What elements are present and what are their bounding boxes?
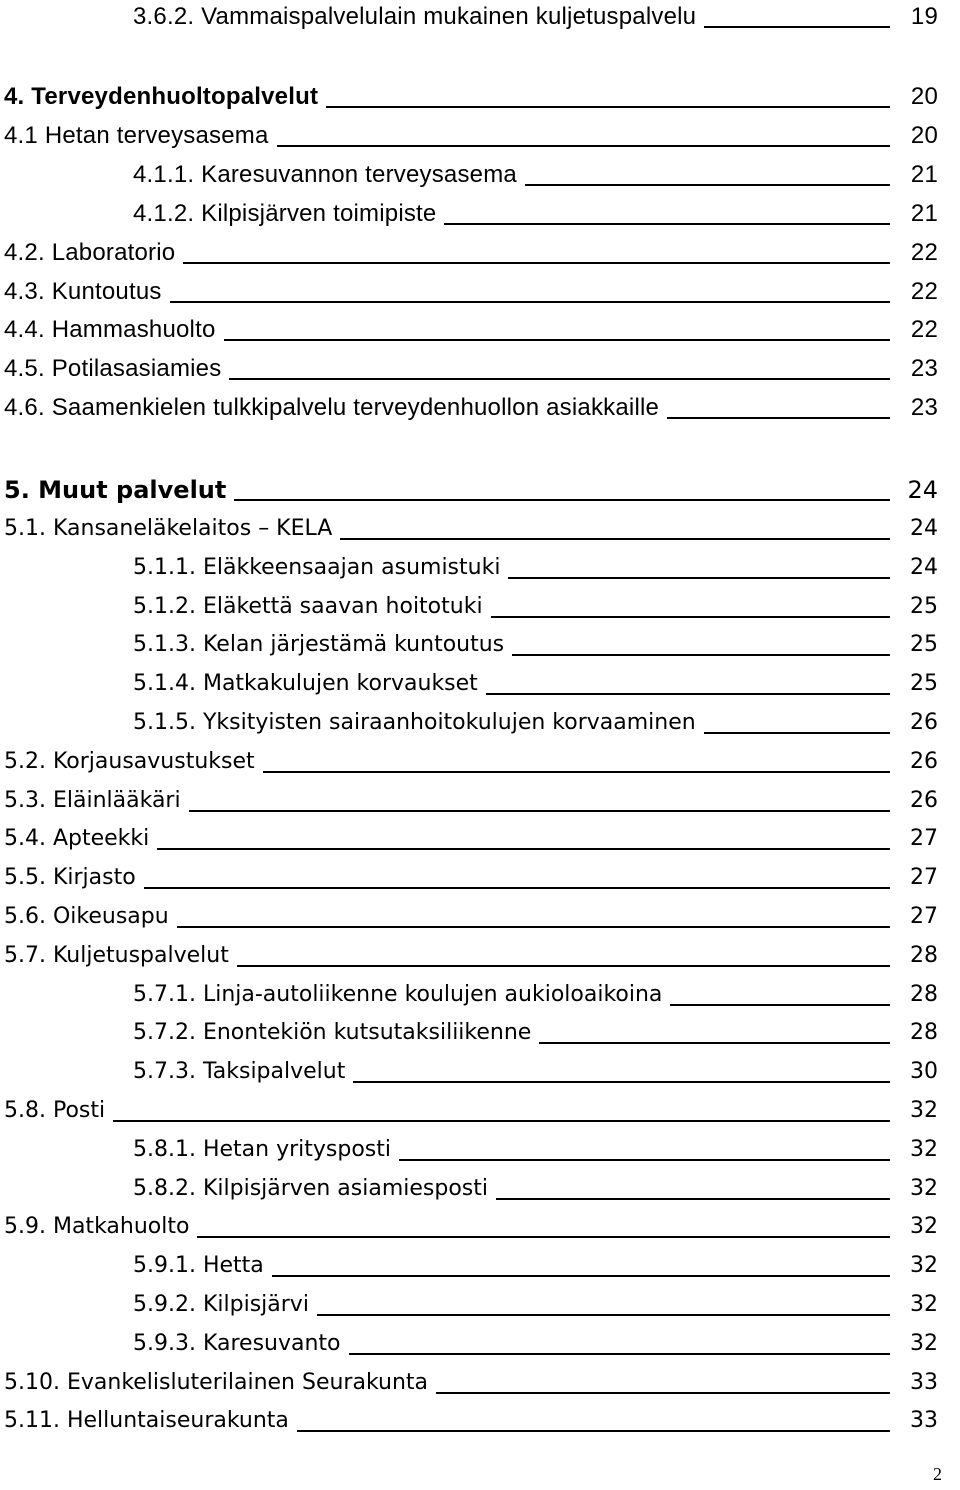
toc-entry-page: 32 [910,1214,938,1239]
toc-leader-line [491,616,890,618]
toc-entry-page: 24 [910,555,938,580]
toc-entry [4,275,938,309]
toc-entry-title: 4.4. Hammashuolto [4,316,216,343]
toc-entry-page: 32 [910,1176,938,1201]
toc-leader-line [113,1120,890,1122]
toc-entry-title: 5.9.2. Kilpisjärvi [133,1292,309,1317]
toc-entry-title: 5. Muut palvelut [4,476,227,504]
toc-entry-title: 5.8.2. Kilpisjärven asiamiesposti [133,1176,488,1201]
toc-leader-line [229,378,890,380]
toc-entry-title: 5.4. Apteekki [4,826,150,851]
toc-entry [4,1366,938,1400]
toc-entry-title: 5.9.3. Karesuvanto [133,1331,341,1356]
toc-entry-title: 4.1.2. Kilpisjärven toimipiste [133,200,437,227]
toc-entry-title: 5.1.2. Eläkettä saavan hoitotuki [133,594,483,619]
toc-entry [4,1210,938,1244]
toc-entry-title: 4.3. Kuntoutus [4,278,162,305]
toc-entry-page: 33 [910,1370,938,1395]
toc-leader-line [399,1159,890,1161]
toc-entry-page: 25 [910,594,938,619]
toc-entry-page: 25 [910,632,938,657]
toc-entry-page: 23 [910,355,938,382]
toc-entry-page: 21 [910,161,938,188]
toc-entry-title: 5.1.5. Yksityisten sairaanhoitokulujen korvaaminen [133,710,696,735]
toc-entry [133,1172,938,1206]
toc-entry-page: 33 [910,1408,938,1433]
toc-entry-page: 26 [910,788,938,813]
toc-leader-line [670,1004,890,1006]
toc-entry [4,119,938,153]
toc-leader-line [277,145,890,147]
toc-entry [133,706,938,740]
toc-entry-title: 4. Terveydenhuoltopalvelut [4,83,319,110]
toc-leader-line [224,339,890,341]
toc-entry-title: 5.8. Posti [4,1098,106,1123]
toc-entry-title: 5.9. Matkahuolto [4,1214,190,1239]
toc-entry-title: 5.7. Kuljetuspalvelut [4,943,229,968]
toc-entry [4,236,938,270]
toc-entry [133,1288,938,1322]
toc-entry-title: 5.1.3. Kelan järjestämä kuntoutus [133,632,505,657]
toc-entry [4,900,938,934]
toc-entry-page: 27 [910,865,938,890]
toc-entry [133,551,938,585]
toc-entry-page: 22 [910,316,938,343]
toc-leader-line [183,262,890,264]
toc-entry-page: 32 [910,1292,938,1317]
toc-entry [4,391,938,425]
toc-entry-title: 5.7.2. Enontekiön kutsutaksiliikenne [133,1020,532,1045]
toc-entry-title: 5.6. Oikeusapu [4,904,169,929]
toc-leader-line [508,577,890,579]
toc-entry [133,158,938,192]
toc-entry-title: 4.1 Hetan terveysasema [4,122,269,149]
toc-entry [4,822,938,856]
toc-entry-title: 4.2. Laboratorio [4,239,176,266]
toc-entry [133,197,938,231]
toc-entry [4,861,938,895]
toc-entry-title: 3.6.2. Vammaispalvelulain mukainen kuljetuspalvelu [133,3,697,30]
toc-leader-line [704,732,890,734]
toc-entry-title: 4.6. Saamenkielen tulkkipalvelu terveydenhuollon asiakkaille [4,394,660,421]
toc-entry-page: 26 [910,710,938,735]
toc-leader-line [263,771,890,773]
toc-leader-line [157,848,890,850]
toc-entry [4,1404,938,1438]
toc-entry-page: 27 [910,904,938,929]
toc-entry-title: 5.11. Helluntaiseurakunta [4,1408,289,1433]
toc-entry-page: 24 [907,476,938,504]
toc-entry-title: 5.5. Kirjasto [4,865,136,890]
toc-leader-line [234,499,890,501]
toc-entry [133,667,938,701]
toc-entry-page: 30 [910,1059,938,1084]
toc-entry-page: 32 [910,1137,938,1162]
toc-leader-line [539,1042,890,1044]
toc-entry-page: 32 [910,1098,938,1123]
toc-entry [4,512,938,546]
toc-entry-title: 5.1.1. Eläkkeensaajan asumistuki [133,555,501,580]
toc-entry-title: 5.1. Kansaneläkelaitos – KELA [4,516,333,541]
toc-entry [4,80,938,114]
toc-entry [4,784,938,818]
toc-entry [4,745,938,779]
toc-entry-page: 28 [910,1020,938,1045]
toc-entry-page: 27 [910,826,938,851]
toc-leader-line [189,810,890,812]
toc-entry [133,628,938,662]
toc-entry-page: 28 [910,982,938,1007]
toc-leader-line [436,1392,890,1394]
toc-entry-page: 22 [910,239,938,266]
toc-leader-line [317,1314,890,1316]
toc-leader-line [496,1198,890,1200]
toc-entry-title: 5.10. Evankelisluterilainen Seurakunta [4,1370,429,1395]
toc-leader-line [353,1081,890,1083]
toc-leader-line [177,926,890,928]
toc-entry [4,352,938,386]
toc-entry-page: 21 [910,200,938,227]
toc-entry-page: 26 [910,749,938,774]
toc-leader-line [486,693,890,695]
toc-entry [4,1094,938,1128]
toc-entry [133,978,938,1012]
toc-entry-page: 32 [910,1331,938,1356]
toc-entry [133,1133,938,1167]
toc-entry-title: 4.1.1. Karesuvannon terveysasema [133,161,517,188]
toc-entry-page: 28 [910,943,938,968]
toc-leader-line [272,1275,890,1277]
toc-leader-line [170,301,890,303]
toc-entry [133,1327,938,1361]
toc-entry [133,590,938,624]
toc-entry-page: 22 [910,278,938,305]
toc-entry [4,939,938,973]
toc-entry-title: 5.9.1. Hetta [133,1253,264,1278]
toc-entry-page: 23 [910,394,938,421]
toc-leader-line [144,887,890,889]
toc-entry [4,473,938,507]
toc-leader-line [297,1430,890,1432]
toc-leader-line [349,1353,890,1355]
toc-entry-page: 20 [910,122,938,149]
toc-leader-line [667,417,890,419]
toc-entry-page: 20 [910,83,938,110]
toc-leader-line [340,538,890,540]
toc-leader-line [704,26,890,28]
toc-leader-line [197,1236,890,1238]
toc-entry [133,0,938,34]
toc-entry-title: 5.3. Eläinlääkäri [4,788,181,813]
toc-entry-page: 32 [910,1253,938,1278]
toc-leader-line [512,654,890,656]
toc-leader-line [326,106,890,108]
toc-entry-title: 4.5. Potilasasiamies [4,355,222,382]
page-number: 2 [933,1464,942,1484]
toc-entry-title: 5.8.1. Hetan yritysposti [133,1137,391,1162]
toc-entry-page: 25 [910,671,938,696]
toc-entry-page: 19 [910,3,938,30]
toc-entry-title: 5.1.4. Matkakulujen korvaukset [133,671,478,696]
toc-entry [133,1055,938,1089]
toc-leader-line [237,965,890,967]
toc-entry [133,1016,938,1050]
toc-entry-page: 24 [910,516,938,541]
toc-entry-title: 5.2. Korjausavustukset [4,749,255,774]
toc-entry [133,1249,938,1283]
toc-entry [4,313,938,347]
toc-leader-line [525,184,890,186]
toc-leader-line [444,223,890,225]
toc-entry-title: 5.7.1. Linja-autoliikenne koulujen aukioloaikoina [133,982,663,1007]
toc-entry-title: 5.7.3. Taksipalvelut [133,1059,346,1084]
